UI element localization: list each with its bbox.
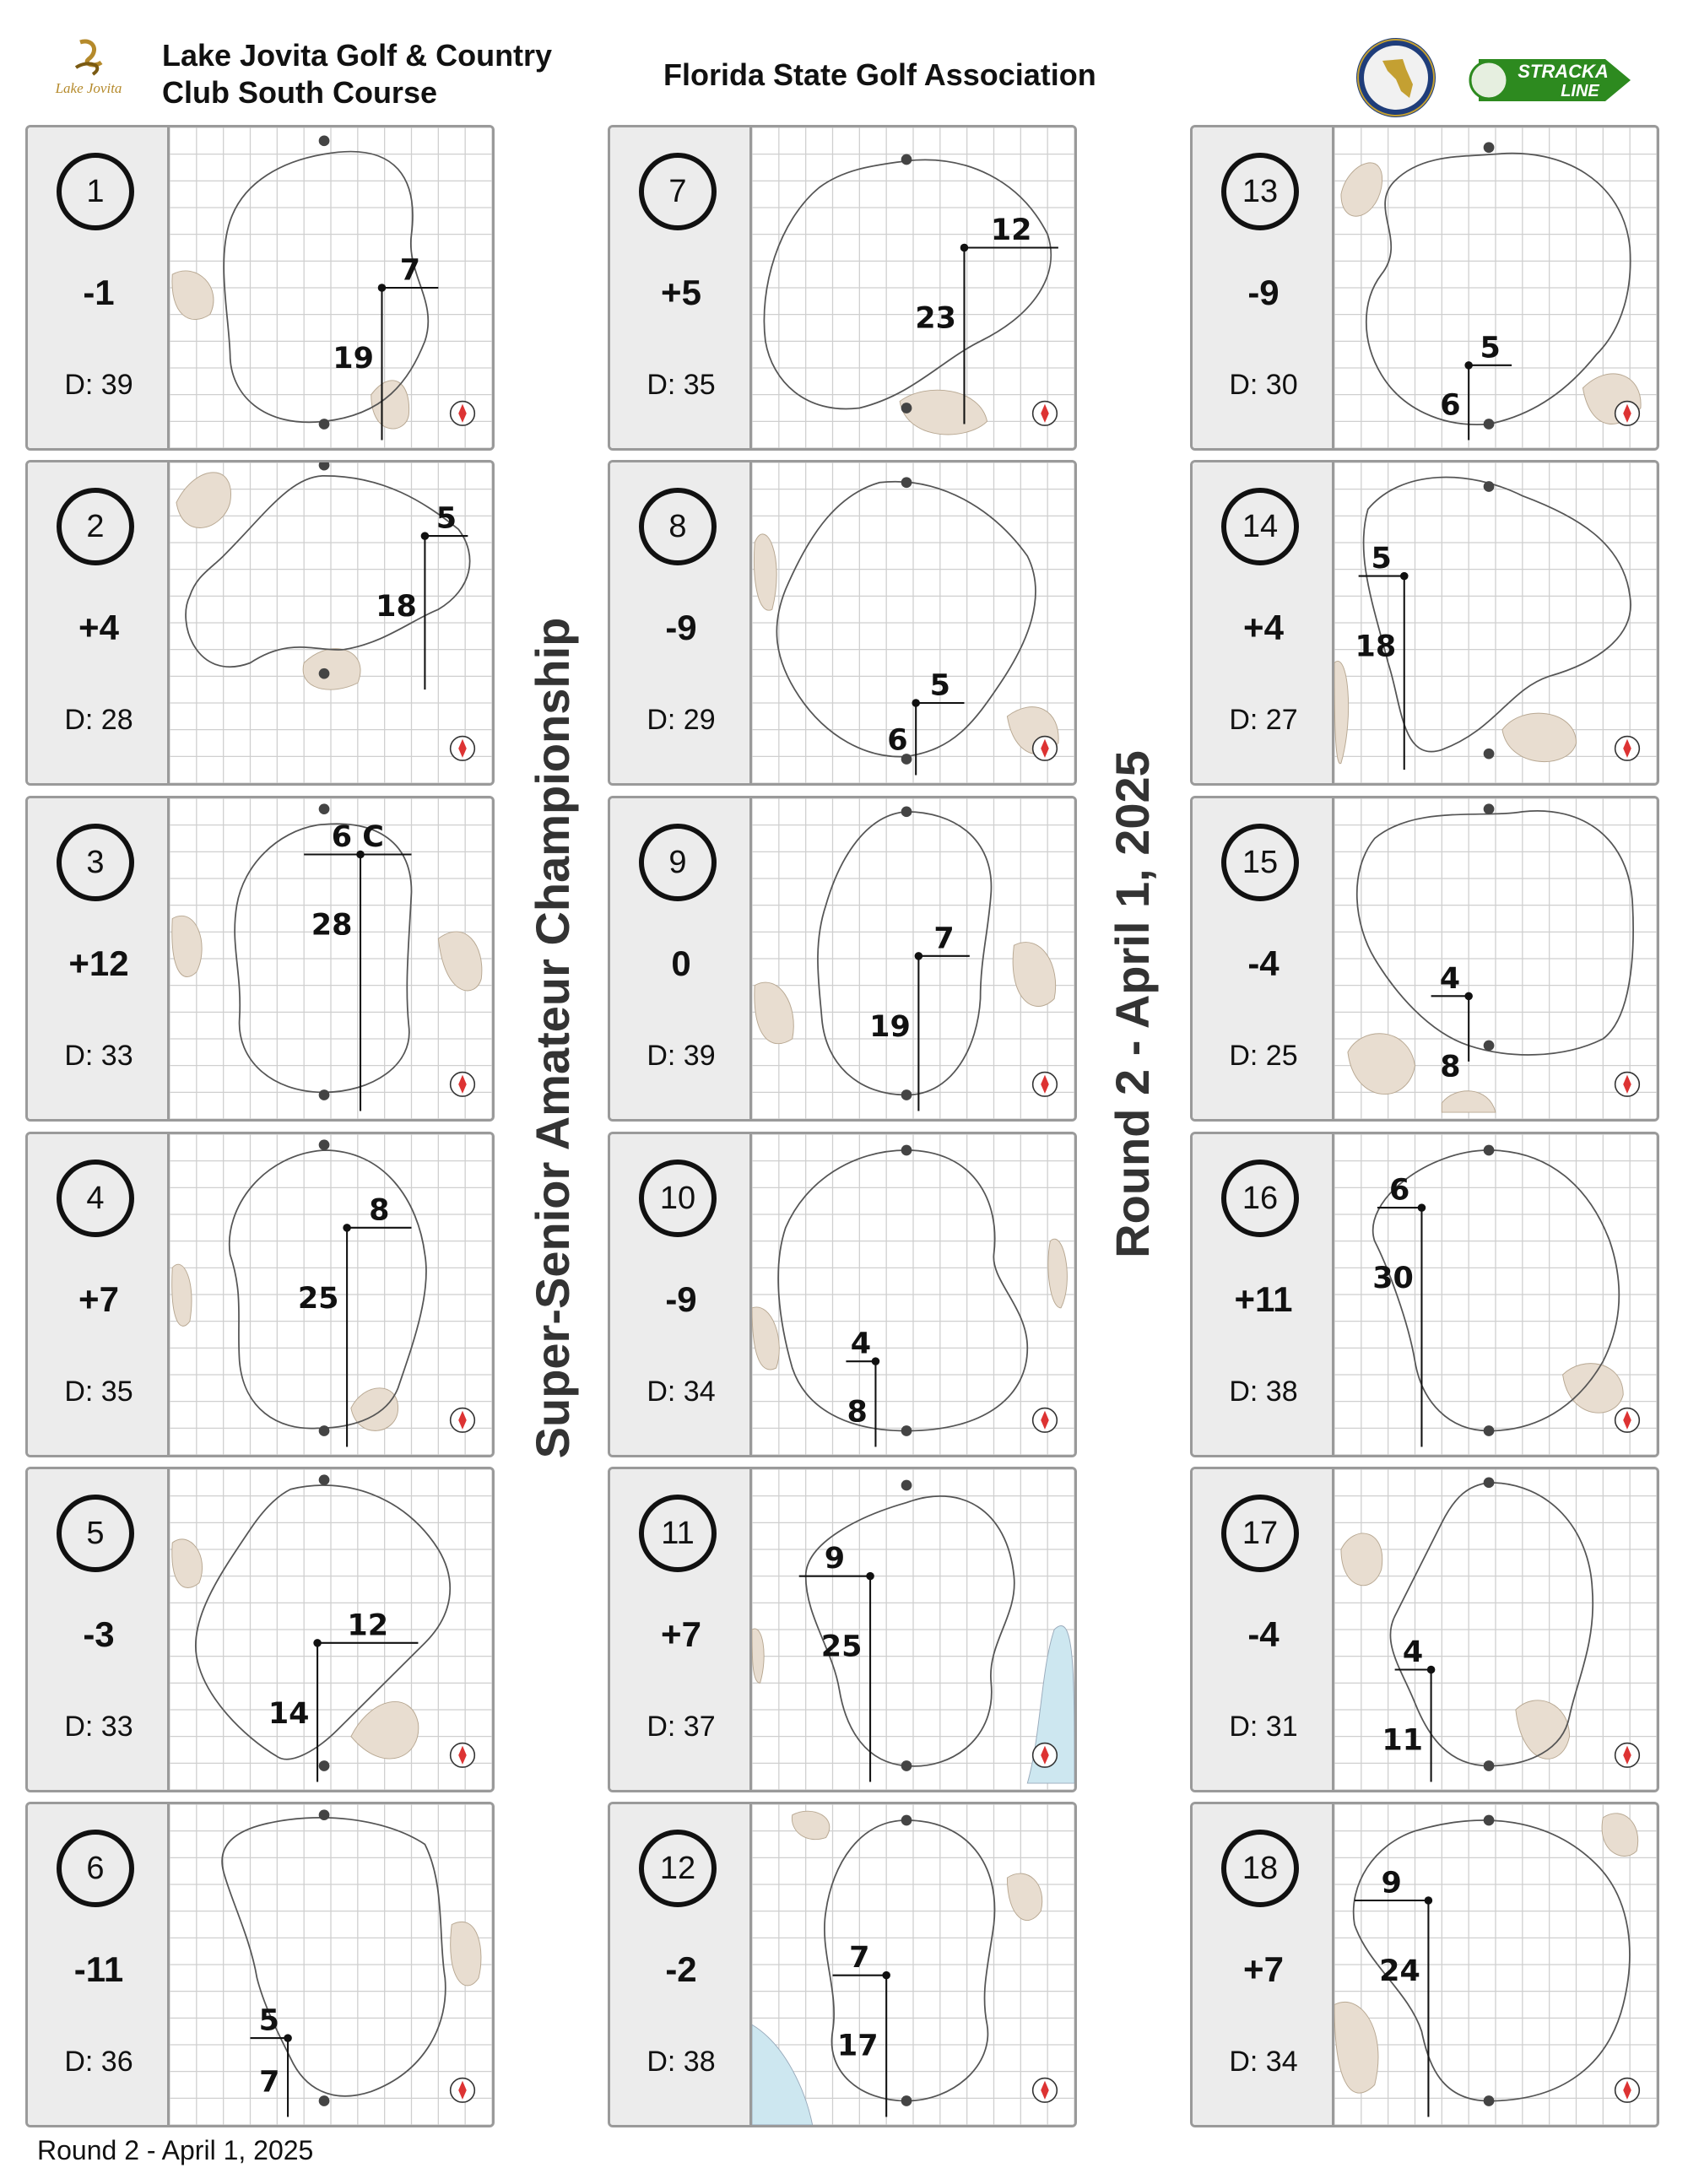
pin-position: +12	[68, 943, 129, 983]
pin-position: +5	[661, 273, 701, 312]
hole-info-panel	[610, 798, 752, 1119]
pin-depth-label: 11	[1382, 1723, 1424, 1758]
pin-depth-label: 19	[333, 342, 374, 376]
pin-across-label: 9	[1381, 1866, 1402, 1900]
hole-number: 14	[1221, 488, 1299, 565]
pin-across-label: 5	[1480, 331, 1501, 365]
back-marker	[901, 1145, 912, 1156]
green-outline	[764, 159, 1051, 408]
bunker	[1334, 661, 1349, 763]
bunker	[172, 916, 202, 976]
green-diagram	[752, 1469, 1074, 1790]
pin-marker	[421, 532, 430, 540]
hole-number: 8	[639, 488, 717, 565]
back-marker	[901, 807, 912, 818]
pin-marker	[313, 1639, 322, 1647]
hole-info-panel	[610, 127, 752, 448]
hole-number: 9	[639, 824, 717, 901]
green-diagram	[1334, 127, 1657, 448]
green-depth: D: 33	[64, 1040, 133, 1072]
front-marker	[901, 1760, 912, 1771]
hole-info-panel	[1193, 462, 1334, 783]
back-marker	[319, 1139, 330, 1150]
hole-card-6	[25, 1802, 495, 2127]
pin-across-label: 4	[850, 1327, 872, 1361]
compass-icon	[451, 1408, 475, 1433]
grid-lines	[170, 1469, 492, 1790]
back-marker	[319, 462, 330, 471]
compass-icon	[1033, 737, 1058, 761]
bunker	[752, 1307, 779, 1370]
green-diagram	[752, 1804, 1074, 2125]
bunker	[438, 932, 482, 991]
hole-info-panel	[28, 462, 170, 783]
club-logo	[42, 34, 135, 101]
hole-info-panel	[610, 462, 752, 783]
bunker	[754, 534, 776, 610]
green-depth: D: 34	[1229, 2046, 1298, 2078]
hole-number: 4	[57, 1160, 134, 1237]
pin-depth-label: 18	[376, 590, 417, 624]
bunker	[172, 271, 214, 320]
hole-card-16	[1190, 1132, 1659, 1457]
pin-across-label: 9	[824, 1542, 846, 1576]
grid-lines	[752, 1804, 1074, 2125]
pin-depth-label: 14	[268, 1696, 310, 1731]
pin-position: -9	[665, 1279, 697, 1319]
bunker	[176, 473, 231, 528]
hole-card-7	[608, 125, 1077, 451]
hole-info-panel	[28, 127, 170, 448]
back-marker	[901, 154, 912, 165]
green-diagram	[1334, 1804, 1657, 2125]
pin-marker	[912, 699, 920, 707]
bunker	[752, 1629, 764, 1683]
hole-card-4	[25, 1132, 495, 1457]
hole-card-5	[25, 1467, 495, 1792]
hole-info-panel	[1193, 798, 1334, 1119]
green-diagram	[170, 462, 492, 783]
hole-info-panel	[1193, 1134, 1334, 1455]
pin-across-label: 5	[436, 501, 457, 536]
pin-depth-label: 8	[847, 1395, 868, 1430]
green-diagram	[752, 127, 1074, 448]
compass-icon	[1033, 2079, 1058, 2103]
compass-icon	[1615, 2079, 1640, 2103]
compass-icon	[1615, 737, 1640, 761]
bunker	[1563, 1364, 1624, 1414]
pin-position: +4	[1243, 608, 1284, 647]
stracka-line-logo	[1462, 51, 1647, 110]
pin-position: -4	[1247, 943, 1280, 983]
pin-position: -11	[73, 1949, 124, 1989]
pin-position: +7	[78, 1279, 119, 1319]
green-depth: D: 38	[647, 2046, 716, 2078]
hole-info-panel	[28, 1134, 170, 1455]
pin-across-label: 5	[258, 2003, 279, 2038]
pin-across-label: 7	[933, 922, 955, 956]
front-marker	[319, 668, 330, 679]
green-depth: D: 38	[1229, 1376, 1298, 1408]
back-marker	[1484, 1478, 1495, 1489]
green-outline	[818, 812, 992, 1095]
green-diagram	[752, 1134, 1074, 1455]
hole-info-panel	[28, 1469, 170, 1790]
pin-marker	[872, 1357, 880, 1365]
hole-card-9	[608, 796, 1077, 1122]
green-diagram	[752, 462, 1074, 783]
hole-number: 17	[1221, 1495, 1299, 1572]
hole-card-14	[1190, 460, 1659, 786]
compass-icon	[1033, 1073, 1058, 1097]
pin-depth-label: 8	[1440, 1050, 1461, 1084]
green-diagram	[1334, 798, 1657, 1119]
green-depth: D: 35	[64, 1376, 133, 1408]
event-title: Super-Senior Amateur Championship	[526, 617, 579, 1459]
front-marker	[1484, 1760, 1495, 1771]
back-marker	[901, 1480, 912, 1491]
green-diagram	[1334, 1134, 1657, 1455]
green-depth: D: 36	[64, 2046, 133, 2078]
back-marker	[1484, 481, 1495, 492]
hole-number: 2	[57, 488, 134, 565]
green-depth: D: 35	[647, 369, 716, 401]
hole-number: 6	[57, 1830, 134, 1907]
hole-card-13	[1190, 125, 1659, 451]
pin-marker	[882, 1971, 890, 1980]
pin-position: +7	[661, 1614, 701, 1654]
back-marker	[1484, 142, 1495, 153]
pin-depth-label: 24	[1379, 1954, 1420, 1988]
association-name: Florida State Golf Association	[663, 57, 1096, 92]
hole-card-15	[1190, 796, 1659, 1122]
pin-marker	[866, 1572, 874, 1581]
hole-number: 3	[57, 824, 134, 901]
grid-lines	[170, 127, 492, 448]
hole-card-18	[1190, 1802, 1659, 2127]
front-marker	[319, 1760, 330, 1771]
bunker	[792, 1811, 829, 1839]
hole-number: 15	[1221, 824, 1299, 901]
hole-number: 1	[57, 153, 134, 230]
pin-position: +4	[78, 608, 119, 647]
green-depth: D: 31	[1229, 1711, 1298, 1743]
pin-depth-label: 30	[1372, 1262, 1414, 1296]
green-diagram	[170, 1134, 492, 1455]
back-marker	[319, 1474, 330, 1485]
green-diagram	[170, 798, 492, 1119]
sponsor-logo-line2: LINE	[1561, 82, 1599, 100]
pin-position: -1	[83, 273, 115, 312]
back-marker	[319, 136, 330, 147]
bunker	[1013, 943, 1056, 1007]
front-marker	[319, 419, 330, 430]
pin-depth-label: 25	[820, 1630, 863, 1664]
hole-number: 7	[639, 153, 717, 230]
hole-number: 10	[639, 1160, 717, 1237]
front-marker	[319, 2095, 330, 2106]
pin-across-label: 5	[929, 668, 951, 703]
hole-card-12	[608, 1802, 1077, 2127]
hole-number: 16	[1221, 1160, 1299, 1237]
hole-info-panel	[28, 1804, 170, 2125]
pin-position: -9	[1247, 273, 1280, 312]
pin-across-label: 12	[347, 1608, 389, 1643]
compass-icon	[451, 1743, 475, 1768]
pin-depth-label: 28	[311, 908, 353, 943]
pin-depth-label: 17	[836, 2029, 879, 2063]
compass-icon	[1615, 402, 1640, 426]
hole-card-8	[608, 460, 1077, 786]
pin-position: -9	[665, 608, 697, 647]
pin-marker	[1427, 1666, 1436, 1674]
grid-lines	[752, 1469, 1074, 1790]
front-marker	[319, 1089, 330, 1100]
compass-icon	[1615, 1743, 1640, 1768]
pin-depth-label: 6	[887, 723, 908, 758]
hole-info-panel	[28, 798, 170, 1119]
hole-info-panel	[610, 1804, 752, 2125]
front-marker	[1484, 419, 1495, 430]
pin-position: 0	[671, 943, 691, 983]
front-marker	[901, 1425, 912, 1436]
front-marker	[901, 403, 912, 414]
green-diagram	[170, 1469, 492, 1790]
bunker	[1516, 1700, 1570, 1759]
back-marker	[319, 1809, 330, 1820]
bunker	[172, 1539, 203, 1588]
round-title: Round 2 - April 1, 2025	[1106, 750, 1159, 1258]
hole-card-17	[1190, 1467, 1659, 1792]
green-diagram	[170, 1804, 492, 2125]
green-depth: D: 28	[64, 704, 133, 736]
pin-depth-label: 19	[869, 1009, 911, 1044]
back-marker	[1484, 1145, 1495, 1156]
front-marker	[1484, 1425, 1495, 1436]
footer-text: Round 2 - April 1, 2025	[37, 2135, 314, 2165]
pin-marker	[1418, 1203, 1426, 1212]
compass-icon	[451, 737, 475, 761]
front-marker	[319, 1425, 330, 1436]
compass-icon	[451, 402, 475, 426]
compass-icon	[1033, 1743, 1058, 1768]
pin-marker	[1464, 361, 1473, 370]
bunker	[1442, 1091, 1496, 1112]
pin-marker	[378, 284, 387, 292]
hole-card-1	[25, 125, 495, 451]
bunker	[1334, 2002, 1378, 2093]
green-depth: D: 33	[64, 1711, 133, 1743]
pin-depth-label: 7	[259, 2065, 280, 2100]
pin-marker	[343, 1224, 351, 1232]
green-depth: D: 27	[1229, 704, 1298, 736]
pin-marker	[960, 244, 969, 252]
green-depth: D: 34	[647, 1376, 716, 1408]
hole-info-panel	[1193, 127, 1334, 448]
pin-across-label: 4	[1402, 1635, 1424, 1669]
front-marker	[901, 2095, 912, 2106]
hole-number: 18	[1221, 1830, 1299, 1907]
pin-depth-label: 6	[1440, 388, 1461, 423]
pin-position: -2	[665, 1949, 697, 1989]
compass-icon	[1033, 402, 1058, 426]
course-name-line1: Lake Jovita Golf & Country	[162, 38, 553, 73]
pin-position: -3	[83, 1614, 115, 1654]
pin-across-label: 7	[399, 253, 421, 288]
pin-marker	[1464, 992, 1473, 1001]
green-depth: D: 25	[1229, 1040, 1298, 1072]
compass-icon	[451, 1073, 475, 1097]
pin-depth-label: 23	[915, 301, 956, 336]
pin-across-label: 6	[1389, 1173, 1410, 1208]
green-diagram	[170, 127, 492, 448]
pin-marker	[1425, 1896, 1433, 1905]
hole-number: 11	[639, 1495, 717, 1572]
pin-across-label: 7	[849, 1941, 870, 1976]
back-marker	[901, 1815, 912, 1826]
pin-position: +11	[1234, 1279, 1293, 1319]
hole-number: 13	[1221, 153, 1299, 230]
green-diagram	[1334, 462, 1657, 783]
bunker	[1341, 163, 1382, 216]
green-depth: D: 39	[647, 1040, 716, 1072]
back-marker	[1484, 1815, 1495, 1826]
pin-marker	[915, 952, 923, 960]
hole-info-panel	[610, 1134, 752, 1455]
hole-card-11	[608, 1467, 1077, 1792]
green-outline	[778, 1150, 1027, 1431]
green-depth: D: 29	[647, 704, 716, 736]
course-name	[162, 37, 552, 111]
back-marker	[1484, 803, 1495, 814]
compass-icon	[1033, 1408, 1058, 1433]
pin-across-label: 6 C	[331, 820, 384, 854]
pin-across-label: 8	[369, 1193, 390, 1228]
hole-number: 5	[57, 1495, 134, 1572]
front-marker	[1484, 749, 1495, 760]
green-diagram	[1334, 1469, 1657, 1790]
front-marker	[1484, 2095, 1495, 2106]
green-depth: D: 39	[64, 369, 133, 401]
bunker	[451, 1922, 481, 1986]
back-marker	[319, 803, 330, 814]
bunker	[172, 1264, 192, 1326]
hole-info-panel	[1193, 1804, 1334, 2125]
hole-info-panel	[1193, 1469, 1334, 1790]
bunker	[1602, 1814, 1638, 1857]
compass-icon	[1615, 1408, 1640, 1433]
bunker	[755, 982, 793, 1044]
pin-across-label: 12	[990, 214, 1032, 247]
pin-marker	[284, 2034, 292, 2042]
back-marker	[901, 477, 912, 488]
hole-card-10	[608, 1132, 1077, 1457]
hole-info-panel	[610, 1469, 752, 1790]
bunker	[1341, 1533, 1382, 1586]
green-outline	[776, 482, 1036, 757]
compass-icon	[1615, 1073, 1640, 1097]
hole-card-3	[25, 796, 495, 1122]
water-hazard	[752, 2025, 813, 2125]
pin-depth-label: 18	[1355, 630, 1397, 664]
course-name-line2: Club South Course	[162, 75, 437, 110]
pin-across-label: 4	[1439, 961, 1461, 996]
green-diagram	[752, 798, 1074, 1119]
bunker	[1348, 1034, 1415, 1095]
bunker	[1048, 1239, 1068, 1308]
compass-icon	[451, 2079, 475, 2103]
hole-number: 12	[639, 1830, 717, 1907]
pin-marker	[1400, 572, 1409, 581]
bunker	[1502, 713, 1577, 761]
front-marker	[901, 1089, 912, 1100]
pin-depth-label: 25	[297, 1281, 339, 1316]
pin-position: -4	[1247, 1614, 1280, 1654]
green-depth: D: 37	[647, 1711, 716, 1743]
club-logo-text: Lake Jovita	[55, 80, 122, 96]
fsga-seal-icon	[1354, 35, 1438, 120]
bunker	[303, 649, 360, 690]
bunker	[1007, 1873, 1041, 1921]
grid-lines	[1334, 462, 1657, 783]
pin-position: +7	[1243, 1949, 1284, 1989]
sponsor-logo-line1: STRACKA	[1518, 61, 1609, 82]
green-depth: D: 30	[1229, 369, 1298, 401]
front-marker	[1484, 1041, 1495, 1051]
pin-across-label: 5	[1371, 542, 1392, 576]
hole-card-2	[25, 460, 495, 786]
grid-lines	[752, 1134, 1074, 1455]
